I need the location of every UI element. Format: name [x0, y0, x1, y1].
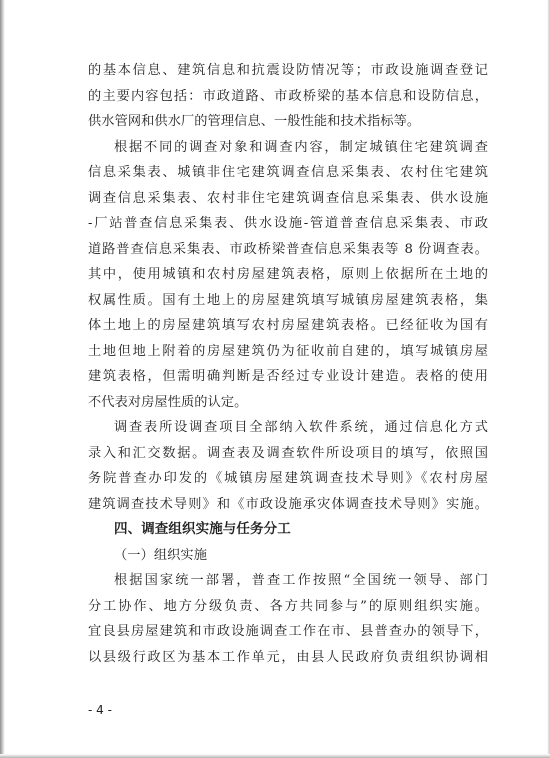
- text-line: 建筑调查技术导则》和《市政设施承灾体调查技术导则》实施。: [88, 496, 488, 512]
- paragraph-start: 调查表所设调查项目全部纳入软件系统，通过信息化方式: [114, 420, 488, 435]
- text-line: -厂站普查信息采集表、供水设施-管道普查信息采集表、市政: [88, 216, 488, 231]
- text-line: 宜良县房屋建筑和市政设施调查工作在市、县普查办的领导下，: [88, 624, 488, 639]
- paragraph-start: 根据不同的调查对象和调查内容，制定城镇住宅建筑调查: [114, 139, 488, 155]
- text-line: 体土地上的房屋建筑填写农村房屋建筑表格。已经征收为国有: [88, 318, 488, 333]
- text-line: 录入和汇交数据。调查表及调查软件所设项目的填写，依照国: [88, 445, 488, 461]
- page-number: - 4 -: [88, 703, 112, 717]
- text-line: 的主要内容包括：市政道路、市政桥梁的基本信息和设防信息，: [88, 88, 488, 104]
- text-line: 权属性质。国有土地上的房屋建筑填写城镇房屋建筑表格，集: [88, 292, 488, 308]
- text-line: 不代表对房屋性质的认定。: [88, 394, 248, 410]
- document-body: [88, 58, 488, 670]
- subsection-heading: （一）组织实施: [114, 547, 208, 563]
- text-line: 以县级行政区为基本工作单元，由县人民政府负责组织协调相: [88, 649, 488, 665]
- scan-edge-left: [0, 0, 5, 758]
- scan-edge-bottom: [0, 754, 550, 758]
- text-line: 道路普查信息采集表、市政桥梁普查信息采集表等 8 份调查表。: [88, 241, 488, 257]
- text-line: 的基本信息、建筑信息和抗震设防情况等；市政设施调查登记: [88, 63, 488, 78]
- section-heading: 四、调查组织实施与任务分工: [114, 521, 291, 537]
- text-line: 调查信息采集表、农村非住宅建筑调查信息采集表、供水设施: [88, 190, 488, 206]
- text-line: 分工协作、地方分级负责、各方共同参与”的原则组织实施。: [88, 598, 488, 614]
- text-line: 信息采集表、城镇非住宅建筑调查信息采集表、农村住宅建筑: [88, 165, 488, 180]
- text-line: 务院普查办印发的《城镇房屋建筑调查技术导则》《农村房屋: [88, 471, 488, 486]
- text-line: 其中，使用城镇和农村房屋建筑表格，原则上依据所在土地的: [88, 267, 488, 282]
- paragraph-start: 根据国家统一部署，普查工作按照“全国统一领导、部门: [114, 573, 488, 588]
- text-line: 土地但地上附着的房屋建筑仍为征收前自建的，填写城镇房屋: [88, 343, 488, 359]
- text-line: 供水管网和供水厂的管理信息、一般性能和技术指标等。: [88, 114, 421, 129]
- text-line: 建筑表格，但需明确判断是否经过专业设计建造。表格的使用: [88, 369, 488, 384]
